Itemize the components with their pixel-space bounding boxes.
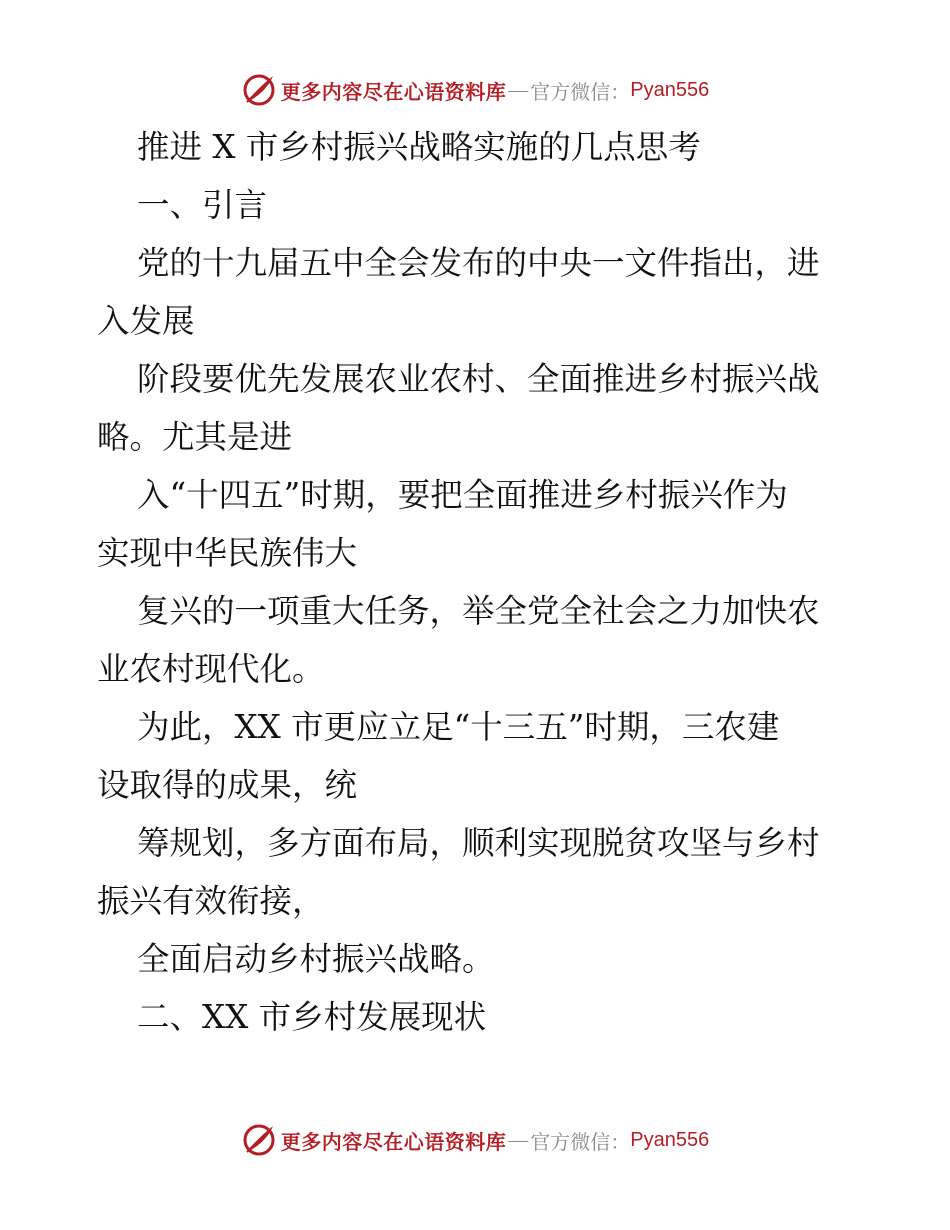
banner-text: 更多内容尽在心语资料库 bbox=[280, 81, 507, 104]
paragraph-line: 阶段要优先发展农业农村、全面推进乡村振兴战 bbox=[137, 360, 820, 398]
banner-separator: — bbox=[508, 1128, 529, 1151]
paragraph-line: 全面启动乡村振兴战略。 bbox=[137, 940, 495, 978]
document-title: 推进 X 市乡村振兴战略实施的几点思考 bbox=[137, 128, 701, 166]
banner-text: 更多内容尽在心语资料库 bbox=[280, 1131, 507, 1154]
banner-label: 官方微信： bbox=[530, 81, 631, 104]
banner-separator: — bbox=[508, 78, 529, 101]
paragraph-line: 复兴的一项重大任务，举全党全社会之力加快农 bbox=[137, 592, 820, 630]
paragraph-line: 入发展 bbox=[97, 302, 195, 340]
paragraph-line: 略。尤其是进 bbox=[97, 418, 293, 456]
section-heading: 一、引言 bbox=[137, 186, 268, 224]
paragraph-line: 设取得的成果，统 bbox=[97, 766, 358, 804]
quill-logo-icon bbox=[241, 72, 277, 108]
paragraph-line: 入“十四五”时期，要把全面推进乡村振兴作为 bbox=[137, 476, 788, 514]
paragraph-line: 振兴有效衔接， bbox=[97, 882, 325, 920]
header-banner bbox=[0, 70, 950, 110]
document-body bbox=[97, 118, 857, 1046]
paragraph-line: 为此，XX 市更应立足“十三五”时期，三农建 bbox=[137, 708, 780, 746]
paragraph-line: 党的十九届五中全会发布的中央一文件指出，进 bbox=[137, 244, 820, 282]
paragraph-line: 实现中华民族伟大 bbox=[97, 534, 358, 572]
banner-label: 官方微信： bbox=[530, 1131, 631, 1154]
quill-logo-icon bbox=[241, 1122, 277, 1158]
footer-banner bbox=[0, 1120, 950, 1160]
paragraph-line: 筹规划，多方面布局，顺利实现脱贫攻坚与乡村 bbox=[137, 824, 820, 862]
section-heading: 二、XX 市乡村发展现状 bbox=[137, 998, 487, 1036]
banner-wechat-id: Pyan556 bbox=[630, 78, 710, 101]
paragraph-line: 业农村现代化。 bbox=[97, 650, 325, 688]
banner-wechat-id: Pyan556 bbox=[630, 1128, 710, 1151]
